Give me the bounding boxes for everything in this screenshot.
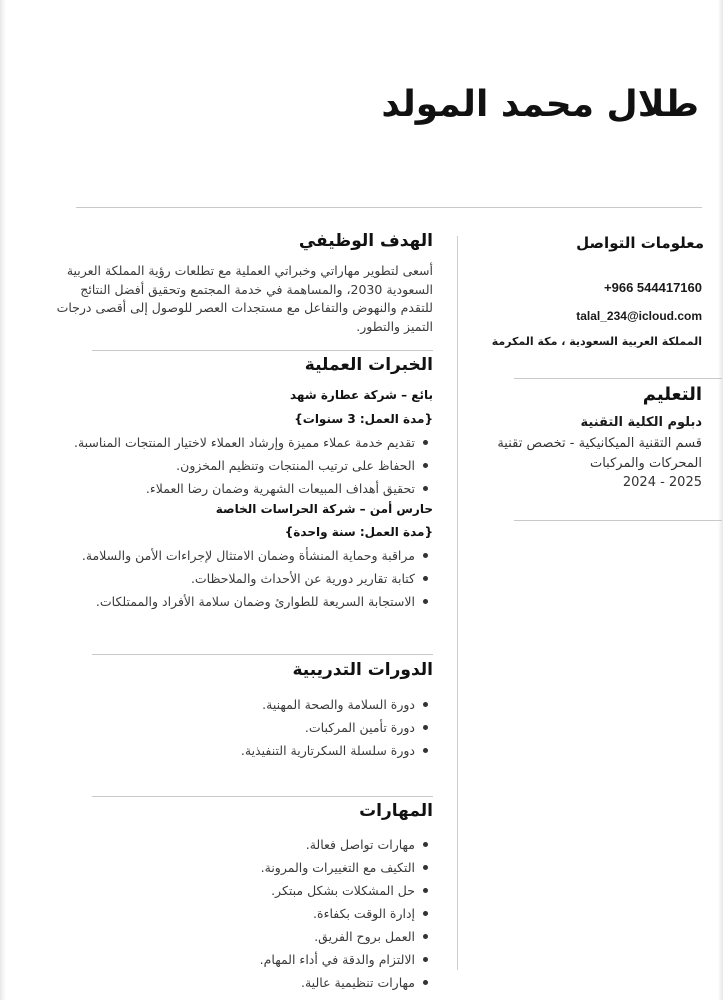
bullet-icon — [423, 553, 428, 558]
email-address: talal_234@icloud.com — [576, 309, 702, 323]
skills-list — [55, 833, 433, 994]
task-text: الحفاظ على ترتيب المنتجات وتنظيم المخزون. — [176, 458, 415, 473]
contact-heading: معلومات التواصل — [576, 234, 704, 252]
education-degree: دبلوم الكلية التقنية — [580, 415, 702, 430]
list-item — [55, 716, 433, 739]
job-duration: {مدة العمل: سنة واحدة} — [284, 525, 433, 539]
phone-number: +966 544417160 — [604, 280, 702, 295]
list-item — [55, 856, 433, 879]
job-task-list — [55, 431, 433, 500]
bullet-icon — [423, 842, 428, 847]
bullet-icon — [423, 934, 428, 939]
skills-heading: المهارات — [359, 801, 433, 821]
task-text: تحقيق أهداف المبيعات الشهرية وضمان رضا العملاء. — [145, 481, 415, 496]
job-title: حارس أمن – شركة الحراسات الخاصة — [215, 502, 433, 516]
bullet-icon — [423, 486, 428, 491]
skill-text: مهارات تواصل فعالة. — [305, 837, 415, 852]
bullet-icon — [423, 599, 428, 604]
list-item — [55, 431, 433, 454]
training-list — [55, 693, 433, 762]
section-divider — [92, 654, 433, 655]
education-heading: التعليم — [642, 384, 702, 405]
list-item — [55, 902, 433, 925]
bullet-icon — [423, 911, 428, 916]
list-item — [55, 925, 433, 948]
bullet-icon — [423, 463, 428, 468]
list-item — [55, 971, 433, 994]
section-divider — [514, 520, 722, 521]
page-edge-shadow-left — [0, 0, 6, 1000]
list-item — [55, 693, 433, 716]
objective-text: أسعى لتطوير مهاراتي وخبراتي العملية مع تطلعات رؤية المملكة العربية السعودية 2030، والمساهمة في خدمة المجتمع وتحقيق أفضل النتائج للتقدم والنهوض والتفاعل مع مستجدات العصر للوصول إلى أقصى درجات التميز والتطور. — [56, 263, 433, 334]
task-text: كتابة تقارير دورية عن الأحداث والملاحظات. — [190, 571, 415, 586]
section-divider — [92, 796, 433, 797]
list-item — [55, 879, 433, 902]
job-task-list — [55, 544, 433, 613]
skill-text: التكيف مع التغييرات والمرونة. — [260, 860, 415, 875]
skill-text: الالتزام والدقة في أداء المهام. — [259, 952, 415, 967]
bullet-icon — [423, 702, 428, 707]
task-text: مراقبة وحماية المنشأة وضمان الامتثال لإجراءات الأمن والسلامة. — [81, 548, 415, 563]
section-divider — [514, 378, 722, 379]
bullet-icon — [423, 725, 428, 730]
list-item — [55, 454, 433, 477]
section-divider — [92, 350, 433, 351]
skill-text: حل المشكلات بشكل مبتكر. — [271, 883, 415, 898]
task-text: الاستجابة السريعة للطوارئ وضمان سلامة الأفراد والممتلكات. — [95, 594, 415, 609]
bullet-icon — [423, 957, 428, 962]
list-item — [55, 477, 433, 500]
bullet-icon — [423, 576, 428, 581]
column-divider — [457, 236, 458, 970]
bullet-icon — [423, 888, 428, 893]
skill-text: مهارات تنظيمية عالية. — [301, 975, 415, 990]
training-heading: الدورات التدريبية — [292, 660, 433, 680]
bullet-icon — [423, 748, 428, 753]
skill-text: إدارة الوقت بكفاءة. — [313, 906, 415, 921]
candidate-name: طلال محمد المولد — [381, 84, 699, 125]
objective-heading: الهدف الوظيفي — [298, 231, 433, 251]
task-text: تقديم خدمة عملاء مميزة وإرشاد العملاء لاختيار المنتجات المناسبة. — [73, 435, 415, 450]
bullet-icon — [423, 440, 428, 445]
list-item — [55, 833, 433, 856]
education-detail: قسم التقنية الميكانيكية - تخصص تقنية المحركات والمركبات — [497, 436, 702, 471]
bullet-icon — [423, 865, 428, 870]
list-item — [55, 590, 433, 613]
page-edge-shadow-right — [718, 0, 723, 1000]
list-item — [55, 739, 433, 762]
list-item — [55, 948, 433, 971]
list-item — [55, 544, 433, 567]
training-text: دورة تأمين المركبات. — [304, 720, 415, 735]
postal-address: المملكة العربية السعودية ، مكة المكرمة — [491, 335, 702, 348]
training-text: دورة سلسلة السكرتارية التنفيذية. — [240, 743, 415, 758]
job-title: بائع – شركة عطارة شهد — [290, 388, 433, 402]
list-item — [55, 567, 433, 590]
education-years: 2024 - 2025 — [622, 475, 702, 490]
training-text: دورة السلامة والصحة المهنية. — [262, 697, 415, 712]
bullet-icon — [423, 980, 428, 985]
job-duration: {مدة العمل: 3 سنوات} — [294, 412, 433, 426]
header-divider — [76, 207, 702, 208]
experience-heading: الخبرات العملية — [304, 355, 433, 375]
skill-text: العمل بروح الفريق. — [314, 929, 415, 944]
